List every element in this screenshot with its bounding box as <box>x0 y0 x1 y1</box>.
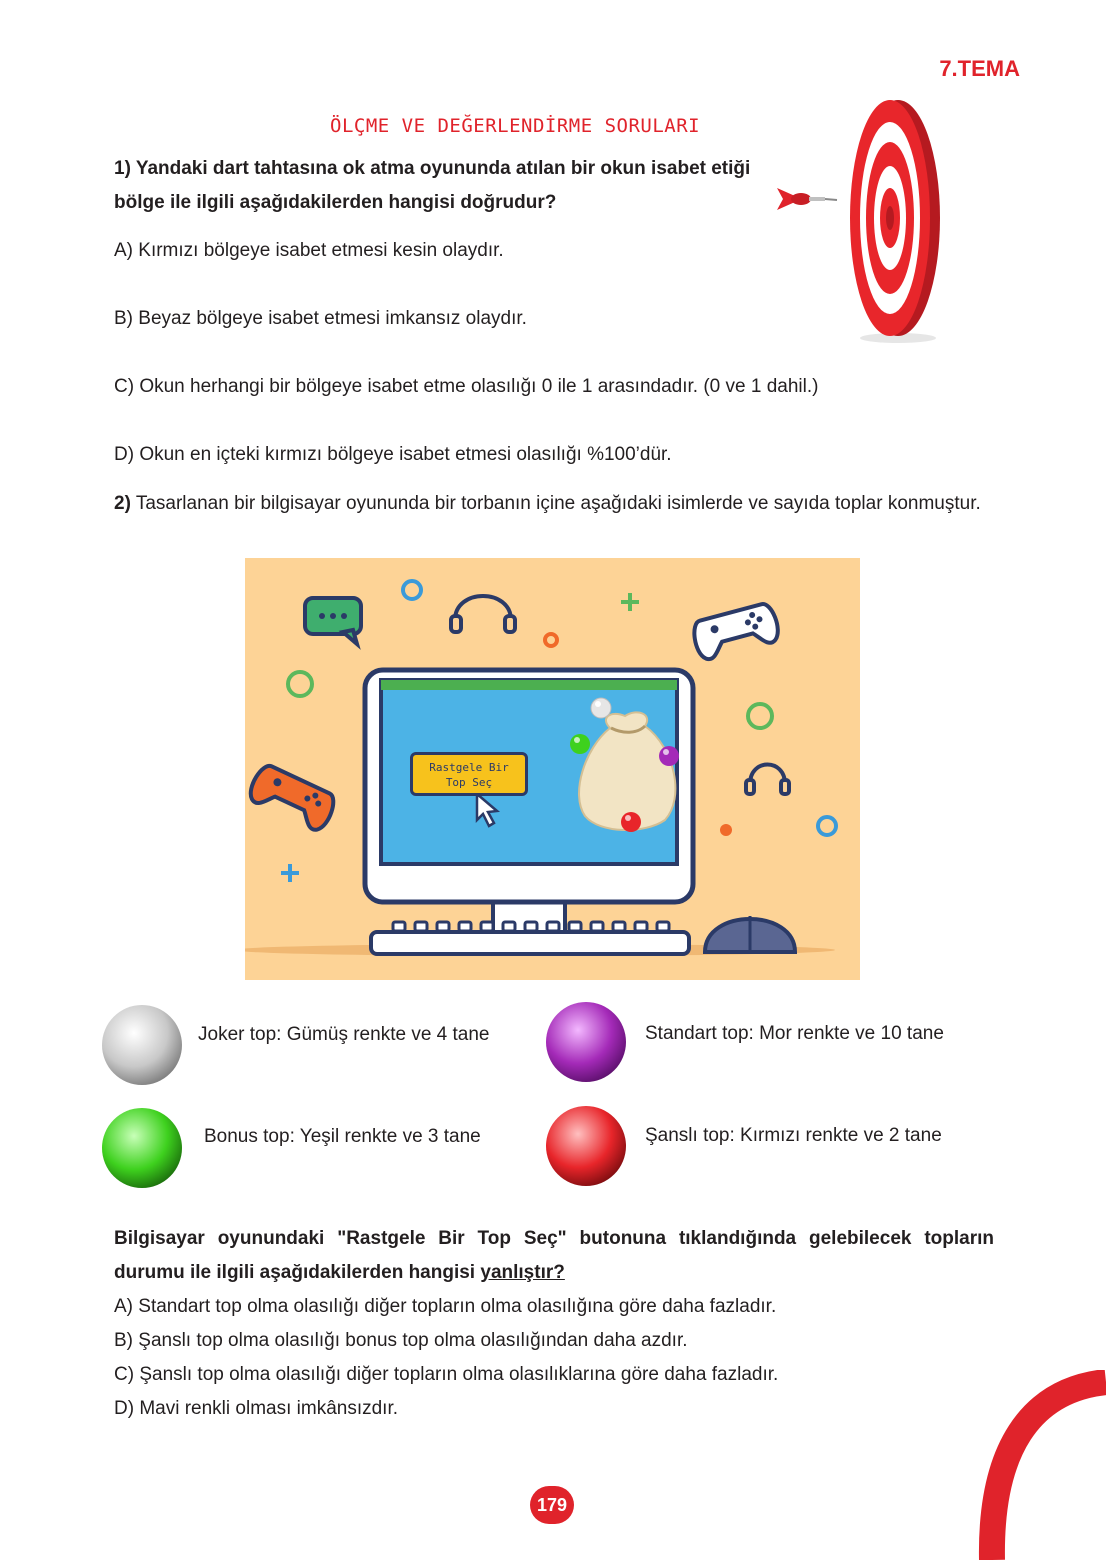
dart-icon <box>775 184 839 214</box>
page-number: 179 <box>530 1486 574 1524</box>
ball-icon <box>570 734 590 754</box>
random-pick-button-line2: Top Seç <box>445 776 493 789</box>
random-pick-button-line1: Rastgele Bir <box>429 761 509 774</box>
q1-option-c: C) Okun herhangi bir bölgeye isabet etme olasılığı 0 ile 1 arasındadır. (0 ve 1 dahil.) <box>114 376 819 397</box>
ball-icon <box>591 698 611 718</box>
purple-ball-icon <box>544 1000 628 1084</box>
question-3-emphasis: yanlıştır? <box>480 1262 565 1283</box>
random-pick-button[interactable] <box>410 752 528 796</box>
red-ball-icon <box>544 1104 628 1188</box>
theme-label: 7.TEMA <box>939 56 1020 81</box>
green-ball-icon <box>100 1106 184 1190</box>
dot-icon <box>720 824 732 836</box>
game-illustration <box>245 558 860 980</box>
q1-option-b: B) Beyaz bölgeye isabet etmesi imkansız olaydır. <box>114 308 527 329</box>
standard-ball-label: Standart top: Mor renkte ve 10 tane <box>645 1023 944 1044</box>
dartboard-icon <box>840 98 960 348</box>
ball-icon <box>621 812 641 832</box>
lucky-ball-label: Şanslı top: Kırmızı renkte ve 2 tane <box>645 1125 942 1146</box>
corner-arc-decoration <box>970 1370 1106 1560</box>
question-3-body: Bilgisayar oyunundaki "Rastgele Bir Top Seç" butonuna tıklandığında gelebilecek topların durumu ile ilgili aşağıdakilerden hangisi <box>114 1228 994 1283</box>
joker-ball-label: Joker top: Gümüş renkte ve 4 tane <box>198 1024 490 1045</box>
question-2-body: Tasarlanan bir bilgisayar oyununda bir torbanın içine aşağıdaki isimlerde ve sayıda toplar konmuştur. <box>130 493 981 514</box>
q3-option-d: D) Mavi renkli olması imkânsızdır. <box>114 1398 399 1419</box>
bonus-ball-label: Bonus top: Yeşil renkte ve 3 tane <box>204 1126 481 1147</box>
question-2-number: 2) <box>114 493 131 514</box>
ball-icon <box>659 746 679 766</box>
question-3-text <box>114 1222 994 1290</box>
question-2-text <box>114 487 1004 521</box>
q1-option-d: D) Okun en içteki kırmızı bölgeye isabet etmesi olasılığı %100’dür. <box>114 444 672 465</box>
q1-option-a: A) Kırmızı bölgeye isabet etmesi kesin olaydır. <box>114 240 504 261</box>
question-1-text: 1) Yandaki dart tahtasına ok atma oyununda atılan bir okun isabet etiği bölge ile ilgili aşağıdakilerden hangisi doğrudur? <box>114 158 751 213</box>
silver-ball-icon <box>100 1003 184 1087</box>
q3-option-a: A) Standart top olma olasılığı diğer topların olma olasılığına göre daha fazladır. <box>114 1296 777 1317</box>
section-title: ÖLÇME VE DEĞERLENDİRME SORULARI <box>330 115 701 137</box>
q3-option-c: C) Şanslı top olma olasılığı diğer topların olma olasılıklarına göre daha fazladır. <box>114 1364 779 1385</box>
q3-option-b: B) Şanslı top olma olasılığı bonus top olma olasılığından daha azdır. <box>114 1330 688 1351</box>
